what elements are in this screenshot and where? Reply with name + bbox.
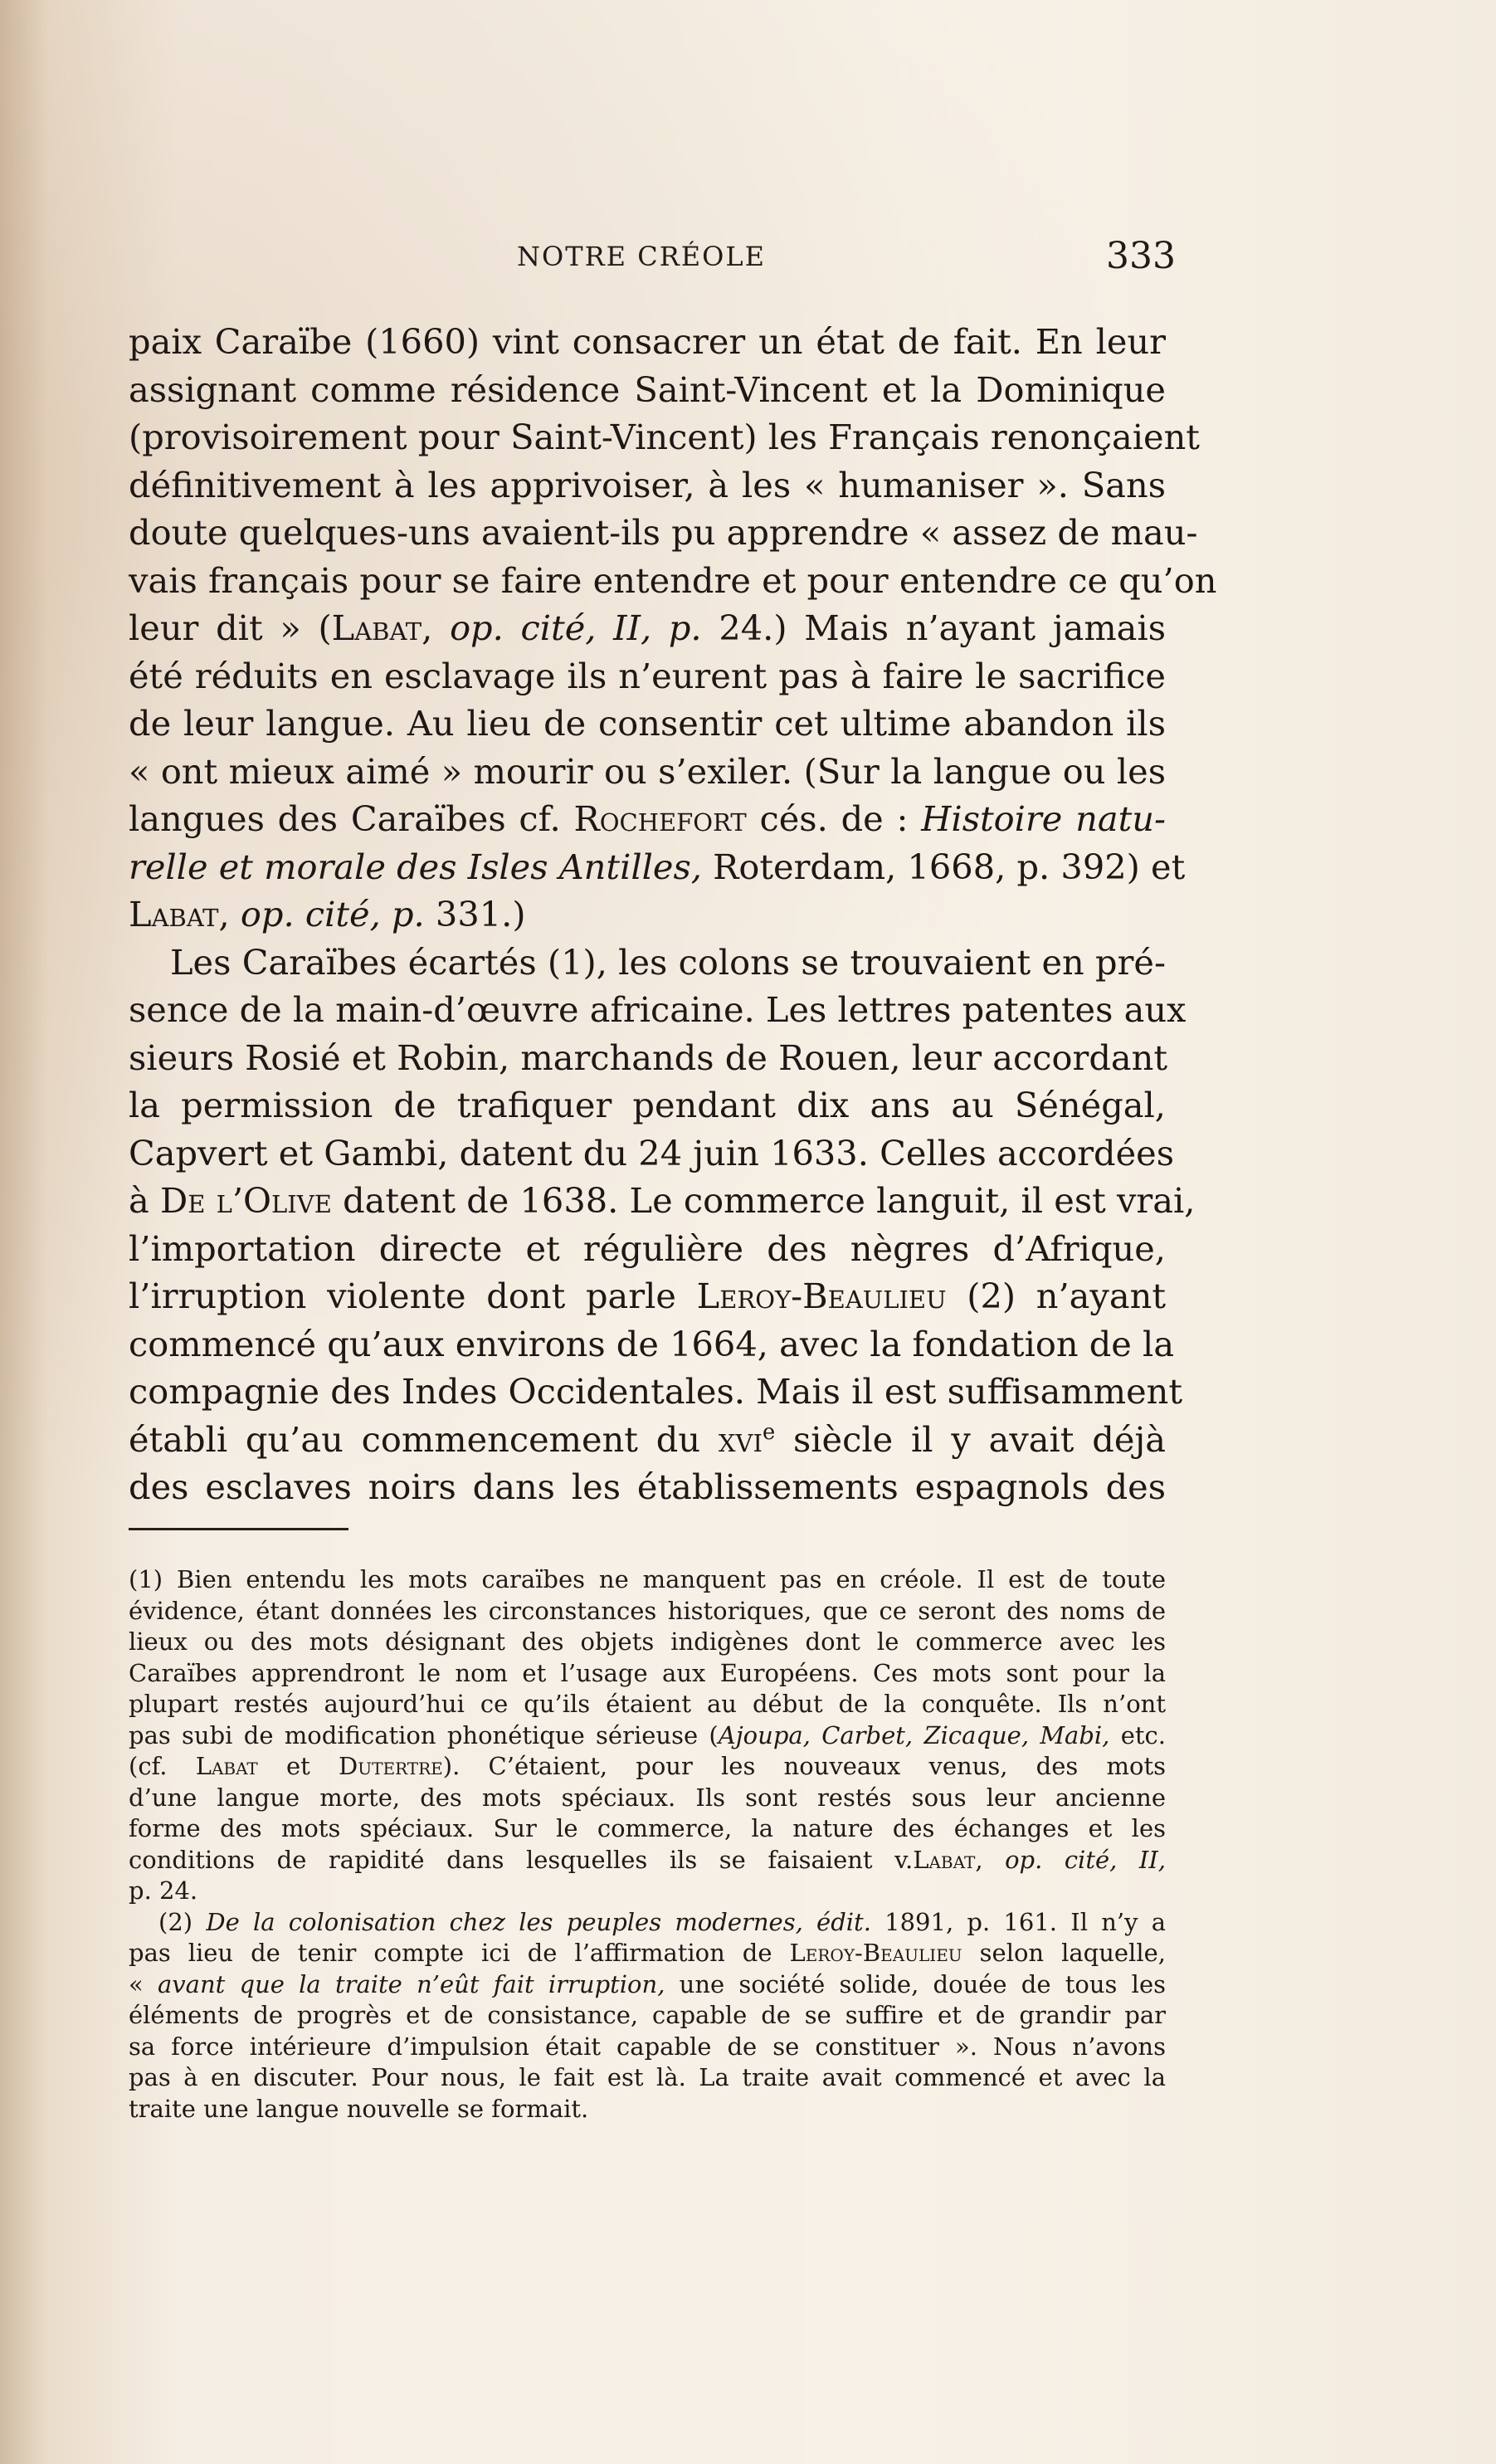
main-text-line: sence de la main-d’œuvre africaine. Les lettres patentes aux	[129, 989, 1187, 1030]
text-run: conditions de rapidité dans lesquelles ils se faisaient v.	[129, 1845, 914, 1874]
text-run: (2)	[158, 1907, 207, 1936]
main-text-line: Les Caraïbes écartés (1), les colons se trouvaient en pré-	[170, 941, 1166, 983]
text-run: et	[257, 1752, 339, 1780]
main-text-line	[129, 890, 1166, 939]
footnote-line: d’une langue morte, des mots spéciaux. Ils sont restés sous leur ancienne	[129, 1783, 1166, 1812]
text-run: Roterdam, 1668, p. 392) et	[701, 846, 1186, 887]
text-run: l’irruption violente dont parle	[129, 1276, 697, 1316]
text-run: établi qu’au commencement du	[129, 1418, 719, 1460]
main-text-line	[129, 1416, 1166, 1464]
text-run: leur dit » (	[129, 607, 332, 648]
footnote-line: traite une langue nouvelle se formait.	[129, 2094, 589, 2123]
footnote-line	[129, 1907, 1166, 1939]
main-text-line	[129, 1177, 1196, 1225]
main-text-line: Capvert et Gambi, datent du 24 juin 1633. Celles accordées	[129, 1132, 1175, 1173]
book-title-italic: relle et morale des Isles Antilles,	[129, 846, 702, 887]
author-name: Labat	[195, 1752, 258, 1780]
text-run: ,	[218, 894, 241, 934]
main-text-line	[129, 1272, 1166, 1320]
footnote-line: éléments de progrès et de consistance, capable de se suffire et de grandir par	[129, 2001, 1166, 2029]
main-text-line: compagnie des Indes Occidentales. Mais il est suffisamment	[129, 1371, 1183, 1412]
text-run: ,	[975, 1845, 1006, 1874]
main-text-line: doute quelques-uns avaient-ils pu apprendre « assez de mau-	[129, 512, 1198, 553]
main-text-line: commencé qu’aux environs de 1664, avec la fondation de la	[129, 1323, 1175, 1364]
main-text-line: (provisoirement pour Saint-Vincent) les Français renonçaient	[129, 417, 1200, 457]
main-text-line: assignant comme résidence Saint-Vincent et la Dominique	[129, 368, 1166, 410]
book-title-italic: Histoire natu-	[921, 798, 1166, 839]
text-run: 1891, p. 161. Il n’y a	[870, 1907, 1167, 1936]
footnote-line: forme des mots spéciaux. Sur le commerce, la nature des échanges et les	[129, 1814, 1166, 1842]
text-run: siècle il y avait déjà	[775, 1418, 1166, 1460]
citation-italic: op. cité, II,	[1005, 1845, 1167, 1874]
citation-italic: op. cité, p.	[240, 894, 425, 934]
superscript: e	[762, 1419, 776, 1445]
examples-italic: Ajoupa, Carbet, Zicaque, Mabi,	[718, 1720, 1110, 1749]
author-name: Leroy-Beaulieu	[696, 1276, 947, 1316]
text-run: 331.)	[424, 894, 526, 934]
footnote-line: Caraïbes apprendront le nom et l’usage aux Européens. Ces mots sont pour la	[129, 1658, 1166, 1687]
text-run: langues des Caraïbes cf.	[129, 798, 574, 839]
text-run: (2) n’ayant	[946, 1276, 1167, 1316]
text-run: ,	[422, 607, 451, 648]
text-run: 24.) Mais n’ayant jamais	[701, 607, 1166, 648]
footnote-line: évidence, étant données les circonstances historiques, que ce seront des noms de	[129, 1596, 1166, 1625]
text-run: cés. de :	[746, 798, 922, 839]
main-text-line: « ont mieux aimé » mourir ou s’exiler. (Sur la langue ou les	[129, 750, 1166, 792]
footnote-line	[129, 1938, 1166, 1969]
text-run: etc.	[1109, 1720, 1166, 1749]
main-text-line: définitivement à les apprivoiser, à les « humaniser ». Sans	[129, 464, 1166, 505]
book-title-italic: De la colonisation chez les peuples modernes, édit.	[206, 1907, 871, 1936]
footnote-line: p. 24.	[129, 1876, 198, 1905]
main-text-line: des esclaves noirs dans les établissements espagnols des	[129, 1466, 1166, 1507]
text-run: datent de 1638. Le commerce languit, il est vrai,	[331, 1180, 1196, 1221]
citation-italic: op. cité, II, p.	[450, 607, 702, 648]
footnote-line	[129, 1751, 1166, 1783]
main-text-line: vais français pour se faire entendre et pour entendre ce qu’on	[129, 559, 1217, 601]
main-text-line: la permission de trafiquer pendant dix ans au Sénégal,	[129, 1085, 1166, 1125]
footnote-line: pas à en discuter. Pour nous, le fait est là. La traite avait commencé et avec la	[129, 2063, 1166, 2091]
running-title: NOTRE CRÉOLE	[517, 241, 766, 272]
main-text-line	[129, 795, 1166, 843]
quote-italic: avant que la traite n’eût fait irruption,	[157, 1969, 665, 1998]
footnote-line	[129, 1969, 1166, 2001]
text-run: (cf.	[129, 1752, 196, 1780]
main-text-line: l’importation directe et régulière des nègres d’Afrique,	[129, 1227, 1166, 1269]
text-run: ). C’étaient, pour les nouveaux venus, des mots	[442, 1752, 1166, 1780]
author-name: Labat	[129, 894, 219, 934]
main-text-line: de leur langue. Au lieu de consentir cet ultime abandon ils	[129, 703, 1166, 744]
main-text-line	[129, 604, 1166, 652]
footnote-line: plupart restés aujourd’hui ce qu’ils étaient au début de la conquête. Ils n’ont	[129, 1690, 1166, 1718]
text-run: à	[129, 1180, 160, 1221]
text-run: une société solide, douée de tous les	[665, 1969, 1166, 1998]
footnote-line	[129, 1845, 1166, 1876]
footnote-line	[129, 1720, 1166, 1752]
text-run: selon laquelle,	[962, 1939, 1166, 1967]
text-run: «	[129, 1969, 158, 1998]
author-name: Labat	[913, 1845, 976, 1874]
footnote-line: lieux ou des mots désignant des objets indigènes dont le commerce avec les	[129, 1627, 1166, 1656]
text-run: pas lieu de tenir compte ici de l’affirmation de	[129, 1939, 790, 1967]
text-run: pas subi de modification phonétique sérieuse (	[129, 1720, 719, 1749]
page-number: 333	[1106, 235, 1176, 277]
author-name: Rochefort	[573, 798, 747, 839]
main-text-line: paix Caraïbe (1660) vint consacrer un état de fait. En leur	[129, 321, 1166, 362]
binding-shadow	[0, 0, 48, 2464]
main-text-line	[129, 843, 1186, 891]
author-name: De l’Olive	[159, 1180, 332, 1221]
footnotes	[129, 1564, 1166, 2125]
footnote-divider	[129, 1528, 348, 1530]
author-name: Dutertre	[339, 1752, 443, 1780]
century-number: xvi	[718, 1418, 763, 1460]
footnote-line: (1) Bien entendu les mots caraïbes ne manquent pas en créole. Il est de toute	[129, 1565, 1166, 1593]
author-name: Leroy-Beaulieu	[789, 1939, 962, 1967]
author-name: Labat	[331, 607, 422, 648]
footnote-line: sa force intérieure d’impulsion était capable de se constituer ». Nous n’avons	[129, 2032, 1166, 2061]
main-text-line: sieurs Rosié et Robin, marchands de Rouen, leur accordant	[129, 1037, 1168, 1078]
main-text	[129, 318, 1217, 1511]
main-text-line: été réduits en esclavage ils n’eurent pas à faire le sacrifice	[129, 655, 1166, 696]
